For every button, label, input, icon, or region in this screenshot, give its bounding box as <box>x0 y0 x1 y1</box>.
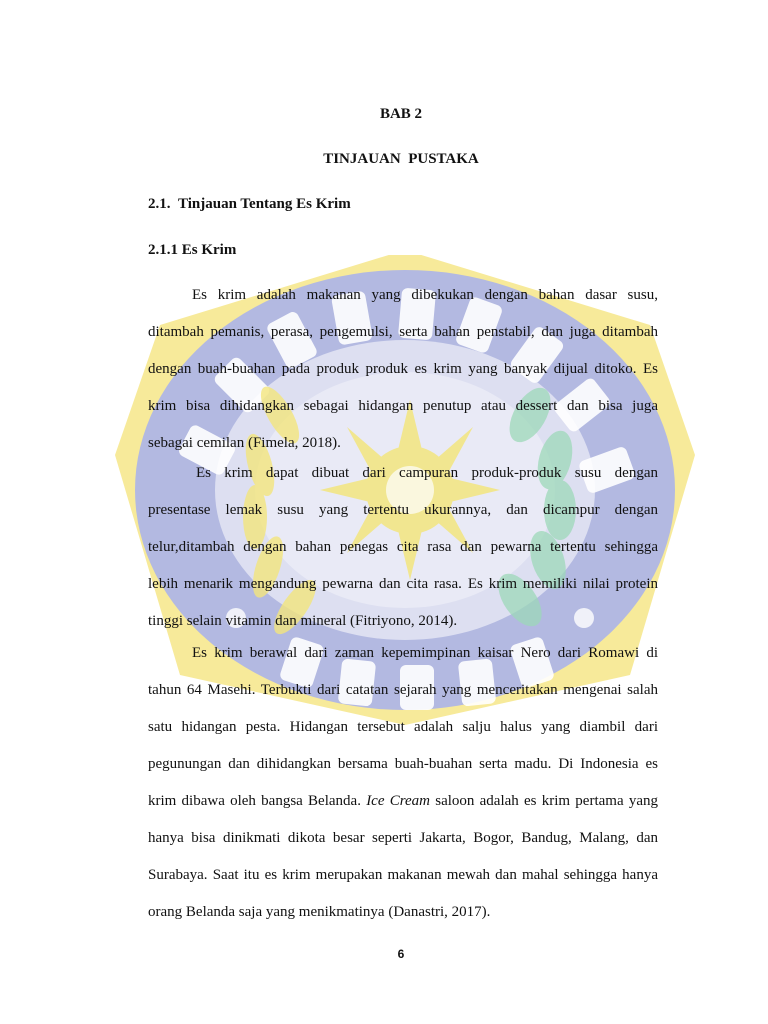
paragraph-line: telur,ditambah dengan bahan penegas cita rasa dan pewarna tertentu sehingga <box>148 539 658 555</box>
paragraph-line: Es krim adalah makanan yang dibekukan dengan bahan dasar susu, <box>192 287 658 303</box>
paragraph-2 <box>148 463 658 648</box>
page-number: 6 <box>397 947 405 961</box>
paragraph-line: Es krim berawal dari zaman kepemimpinan kaisar Nero dari Romawi di <box>192 645 658 661</box>
paragraph-1 <box>148 285 658 470</box>
paragraph-line: sebagai cemilan (Fimela, 2018). <box>148 435 341 451</box>
paragraph-line: Es krim dapat dibuat dari campuran produk-produk susu dengan <box>196 465 658 481</box>
paragraph-line: satu hidangan pesta. Hidangan tersebut adalah salju halus yang diambil dari <box>148 719 658 735</box>
subsection-heading <box>148 240 236 260</box>
paragraph-3 <box>148 643 658 939</box>
paragraph-line: dengan buah-buahan pada produk produk es krim yang banyak dijual ditoko. Es <box>148 361 658 377</box>
line-text: krim dibawa oleh bangsa Belanda. <box>148 793 367 809</box>
paragraph-line: lebih menarik mengandung pewarna dan cita rasa. Es krim memiliki nilai protein <box>148 576 658 592</box>
subsection-title: Es Krim <box>181 242 237 258</box>
paragraph-line: hanya bisa dinikmati dikota besar seperti Jakarta, Bogor, Bandug, Malang, dan <box>148 830 658 846</box>
line-text: saloon adalah es krim pertama yang <box>430 793 658 809</box>
section-number: 2.1. <box>148 196 171 212</box>
italic-term: Ice Cream <box>366 793 431 809</box>
paragraph-line: orang Belanda saja yang menikmatinya (Danastri, 2017). <box>148 904 491 920</box>
subsection-number: 2.1.1 <box>148 242 178 258</box>
paragraph-line: krim bisa dihidangkan sebagai hidangan penutup atau dessert dan bisa juga <box>148 398 658 414</box>
paragraph-line: Surabaya. Saat itu es krim merupakan makanan mewah dan mahal sehingga hanya <box>148 867 658 883</box>
chapter-title: TINJAUAN PUSTAKA <box>323 151 479 167</box>
paragraph-line: presentase lemak susu yang tertentu ukurannya, dan dicampur dengan <box>148 502 658 518</box>
paragraph-line: tahun 64 Masehi. Terbukti dari catatan sejarah yang menceritakan mengenai salah <box>148 682 658 698</box>
paragraph-line: ditambah pemanis, perasa, pengemulsi, serta bahan penstabil, dan juga ditambah <box>148 324 658 340</box>
section-title: Tinjauan Tentang Es Krim <box>178 196 351 212</box>
section-heading <box>148 194 351 214</box>
paragraph-line: pegunungan dan dihidangkan bersama buah-buahan serta madu. Di Indonesia es <box>148 756 658 772</box>
chapter-heading: BAB 2 <box>379 106 423 122</box>
paragraph-line: tinggi selain vitamin dan mineral (Fitriyono, 2014). <box>148 613 458 629</box>
paragraph-line <box>148 791 658 811</box>
